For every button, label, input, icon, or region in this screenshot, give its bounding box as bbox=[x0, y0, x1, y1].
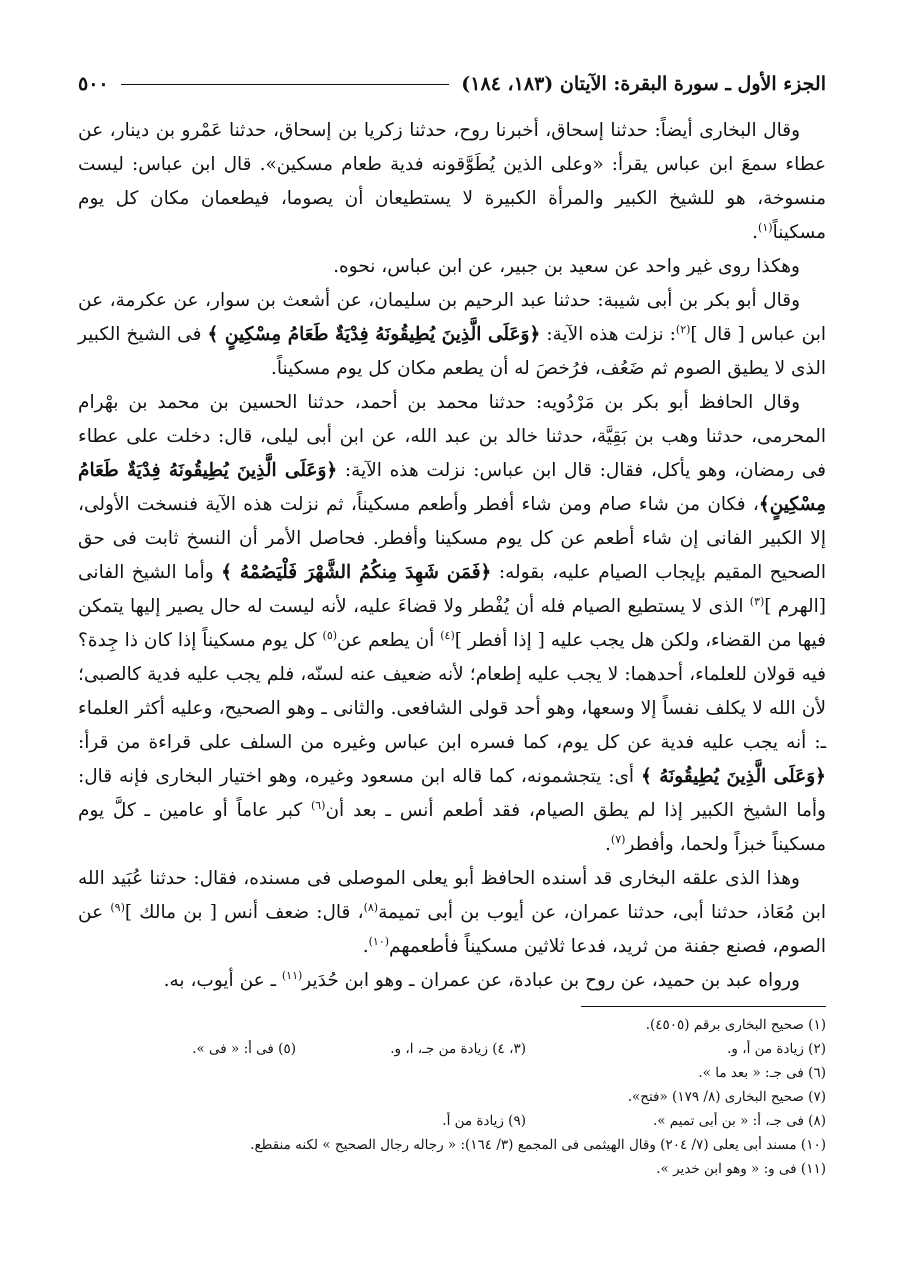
footnote: (٢) زيادة من أ، و. bbox=[727, 1041, 826, 1057]
footnote-ref: (١) bbox=[758, 220, 773, 234]
footnote: (٧) صحيح البخارى (٨/ ١٧٩) «فتح». bbox=[627, 1089, 826, 1105]
main-text bbox=[78, 114, 826, 998]
footnotes bbox=[78, 1013, 826, 1181]
footnote-ref: (٤) bbox=[440, 628, 455, 642]
footnote: (١) صحيح البخارى برقم (٤٥٠٥). bbox=[645, 1017, 826, 1033]
footnote-line bbox=[78, 1133, 826, 1157]
footnote-ref: (٥) bbox=[322, 628, 338, 642]
footnote-line bbox=[78, 1109, 826, 1133]
footnote: (٥) فى أ: « فى ». bbox=[192, 1041, 296, 1057]
paragraph: وقال البخارى أيضاً: حدثنا إسحاق، أخبرنا روح، حدثنا زكريا بن إسحاق، حدثنا عَمْرو بن دينار، عن عطاء سمعَ ابن عباس يقرأ: «وعلى الذين يُطَوَّقونه فدية طعام مسكين». قال ابن عباس: ليست منسوخة، هو للشيخ الكبير والمرأة الكبيرة لا يستطيعان أن يصوما، فيطعمان مكان كل يوم مسكيناً$^{(١)}$. bbox=[78, 120, 826, 243]
paragraph: وهكذا روى غير واحد عن سعيد بن جبير، عن ابن عباس، نحوه. bbox=[333, 256, 800, 277]
footnote-line bbox=[78, 1085, 826, 1109]
header-title: الجزء الأول ـ سورة البقرة: الآيتان (١٨٣، ١٨٤) bbox=[461, 73, 826, 95]
paragraph: وقال أبو بكر بن أبى شيبة: حدثنا عبد الرحيم بن سليمان، عن أشعث بن سوار، عن عكرمة، عن ابن عباس [ قال ]$^{(٢)}$: نزلت هذه الآية: ﴿وَعَلَى الَّذِينَ يُطِيقُونَهُ فِدْيَةٌ طَعَامُ مِسْكِينٍ ﴾ فى الشيخ الكبير الذى لا يطيق الصوم ثم ضَعُف، فرُخصَ له أن يطعم مكان كل يوم مسكيناً. bbox=[78, 290, 826, 379]
footnote-ref: (١١) bbox=[281, 968, 303, 982]
footnote: (١٠) مسند أبى يعلى (٧/ ٢٠٤) وقال الهيثمى فى المجمع (٣/ ١٦٤): « رجاله رجال الصحيح » لكنه منقطع. bbox=[250, 1137, 826, 1153]
paragraph: وهذا الذى علقه البخارى قد أسنده الحافظ أبو يعلى الموصلى فى مسنده، فقال: حدثنا عُبَيد الله ابن مُعَاذ، حدثنا أبى، حدثنا عمران، عن أيوب بن أبى تميمة$^{(٨)}$، قال: ضعف أنس [ بن مالك ]$^{(٩)}$ عن الصوم، فصنع جفنة من ثريد، فدعا ثلاثين مسكيناً فأطعمهم$^{(١٠)}$. bbox=[78, 868, 826, 957]
page-number: ٥٠٠ bbox=[78, 73, 109, 95]
quran-verse: ﴿وَعَلَى الَّذِينَ يُطِيقُونَهُ فِدْيَةٌ طَعَامُ مِسْكِينٍ﴾ bbox=[78, 460, 826, 515]
footnote: (٦) فى جـ: « بعد ما ». bbox=[698, 1065, 826, 1081]
footnote-ref: (٧) bbox=[610, 832, 626, 846]
quran-verse: ﴿وَعَلَى الَّذِينَ يُطِيقُونَهُ ﴾ bbox=[640, 766, 826, 787]
paragraph: وقال الحافظ أبو بكر بن مَرْدُويه: حدثنا محمد بن أحمد، حدثنا الحسين بن محمد بن بهْرام المحرمى، حدثنا وهب بن بَقِيَّة، حدثنا خالد بن عبد الله، عن ابن أبى ليلى، قال: دخلت على عطاء فى رمضان، وهو يأكل، فقال: قال ابن عباس: نزلت هذه الآية: ﴿وَعَلَى الَّذِينَ يُطِيقُونَهُ فِدْيَةٌ طَعَامُ مِسْكِينٍ﴾، فكان من شاء صام ومن شاء أفطر وأطعم مسكيناً، ثم نزلت هذه الآية فنسخت الأولى، إلا الكبير الفانى إن شاء أطعم عن كل يوم مسكينا وأفطر. فحاصل الأمر أن النسخ ثابت فى حق الصحيح المقيم بإيجاب الصيام عليه، بقوله: ﴿فَمَن شَهِدَ مِنكُمُ الشَّهْرَ فَلْيَصُمْهُ ﴾ وأما الشيخ الفانى [الهرم ]$^{(٣)}$ الذى لا يستطيع الصيام فله أن يُفْطر ولا قضاءَ عليه، لأنه ليست له حال يصير إليها يتمكن فيها من القضاء، ولكن هل يجب عليه [ إذا أفطر ]$^{(٤)}$ أن يطعم عن$^{(٥)}$ كل يوم مسكيناً إذا كان ذا جِدة؟ فيه قولان للعلماء، أحدهما: لا يجب عليه إطعام؛ لأنه ضعيف عنه لسنّه، فلم يجب عليه فدية كالصبى؛ لأن الله لا يكلف نفساً إلا وسعها، وهو أحد قولى الشافعى. والثانى ـ وهو الصحيح، وعليه أكثر العلماء ـ: أنه يجب عليه فدية عن كل يوم، كما فسره ابن عباس وغيره من السلف على قراءة من قرأ: ﴿وَعَلَى الَّذِينَ يُطِيقُونَهُ ﴾ أى: يتجشمونه، كما قاله ابن مسعود وغيره، وهو اختيار البخارى فإنه قال: وأما الشيخ الكبير إذا لم يطق الصيام، فقد أطعم أنس ـ بعد أن$^{(٦)}$ كبر عاماً أو عامين ـ كلَّ يوم مسكيناً خبزاً ولحما، وأفطر$^{(٧)}$. bbox=[78, 392, 827, 855]
footnote: (٨) فى جـ، أ: « بن أبى تميم ». bbox=[652, 1113, 826, 1129]
quran-verse: ﴿فَمَن شَهِدَ مِنكُمُ الشَّهْرَ فَلْيَصُمْهُ ﴾ bbox=[221, 562, 492, 583]
paragraph: ورواه عبد بن حميد، عن روح بن عبادة، عن عمران ـ وهو ابن حُدَير$^{(١١)}$ ـ عن أيوب، به. bbox=[163, 968, 800, 991]
footnote-ref: (١٠) bbox=[368, 934, 390, 948]
running-header bbox=[78, 70, 826, 98]
book-page bbox=[78, 70, 826, 1181]
footnote-line bbox=[78, 1061, 826, 1085]
footnote-ref: (٣) bbox=[749, 594, 765, 608]
footnote-ref: (٨) bbox=[363, 900, 379, 914]
quran-verse: ﴿وَعَلَى الَّذِينَ يُطِيقُونَهُ فِدْيَةٌ طَعَامُ مِسْكِينٍ ﴾ bbox=[207, 324, 541, 345]
footnote: (٩) زيادة من أ. bbox=[442, 1113, 526, 1129]
footnote-ref: (٦) bbox=[310, 798, 326, 812]
footnote-line bbox=[78, 1037, 826, 1061]
footnote: (١١) فى و: « وهو ابن خدير ». bbox=[656, 1161, 826, 1177]
footnote-ref: (٢) bbox=[675, 322, 691, 336]
footnote: (٣، ٤) زيادة من جـ، ا، و. bbox=[390, 1041, 526, 1057]
header-rule bbox=[121, 84, 450, 85]
footnote-line bbox=[78, 1157, 826, 1181]
footnote-line bbox=[78, 1013, 826, 1037]
footnote-divider bbox=[581, 1006, 826, 1007]
footnote-ref: (٩) bbox=[110, 900, 125, 914]
